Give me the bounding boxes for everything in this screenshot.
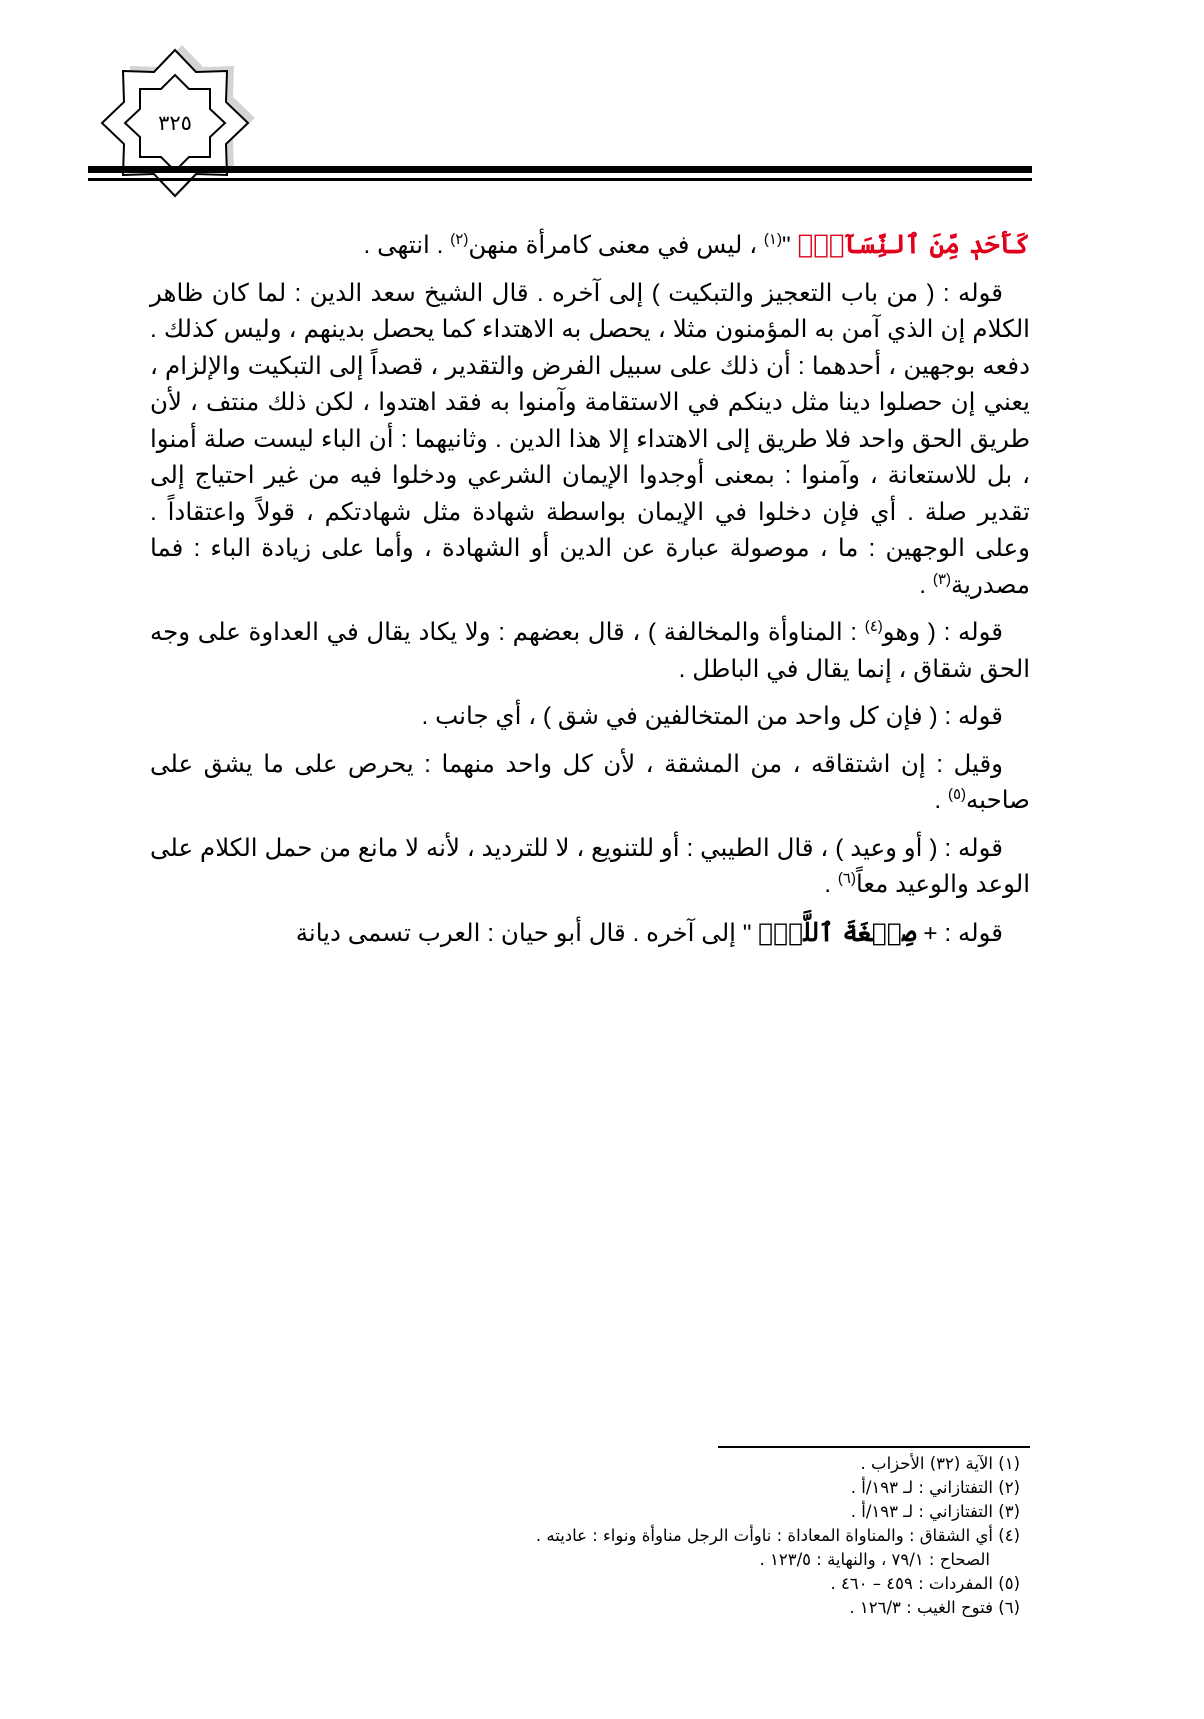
main-text (150, 227, 1030, 963)
footnote-4: (٤) أي الشقاق : والمناواة المعاداة : ناوأت الرجل مناوأة ونواء : عاديته . (535, 1526, 1020, 1545)
footnote-6: (٦) فتوح الغيب : ١٢٦/٣ . (849, 1598, 1020, 1617)
paragraph-6: قوله : ( أو وعيد ) ، قال الطيبي : أو للتنويع ، لا للترديد ، لأنه لا مانع من حمل الكلام على الوعد والوعيد معاً$^{(٦)}$ . (150, 834, 1030, 898)
page-number-badge (92, 40, 258, 206)
footnote-2: (٢) التفتازاني : لـ ١٩٣/أ . (850, 1478, 1020, 1497)
footnote-5: (٥) المفردات : ٤٥٩ – ٤٦٠ . (830, 1574, 1020, 1593)
paragraph-3: قوله : ( وهو$^{(٤)}$ : المناوأة والمخالفة ) ، قال بعضهم : ولا يكاد يقال في العداوة على وجه الحق شقاق ، إنما يقال في الباطل . (150, 617, 1030, 683)
header-rule-thin (88, 178, 1032, 181)
paragraph-2: قوله : ( من باب التعجيز والتبكيت ) إلى آخره . قال الشيخ سعد الدين : لما كان ظاهر الكلام إن الذي آمن به المؤمنون مثلا ، يحصل به الاهتداء كما يحصل بدينهم ، وليس كذلك . دفعه بوجهين ، أحدهما : أن ذلك على سبيل الفرض والتقدير ، قصداً إلى التبكيت والإلزام ، يعني إن حصلوا دينا مثل دينكم في الاستقامة وآمنوا به فقد اهتدوا ، لكن ذلك منتف ، لأن طريق الحق واحد فلا طريق إلى الاهتداء إلا هذا الدين . وثانيهما : أن الباء ليست صلة أمنوا ، بل للاستعانة ، وآمنوا : بمعنى أوجدوا الإيمان الشرعي ودخلوا فيه من غير احتياج إلى تقدير صلة . أي فإن دخلوا في الإيمان بواسطة شهادة مثل شهادتكم ، قولاً واعتقاداً . وعلى الوجهين : ما ، موصولة عبارة عن الدين أو الشهادة ، وأما على زيادة الباء : فما مصدرية$^{(٣)}$ . (150, 279, 1030, 599)
footnote-ref-1: (١) (763, 230, 782, 248)
quran-verse-sibghah: صِبۡغَةَ ٱللَّهِۖ (758, 917, 917, 947)
header-rule-thick (88, 166, 1032, 173)
footnote-ref-3: (٣) (932, 570, 951, 588)
footnote-4-continued: الصحاح : ٧٩/١ ، والنهاية : ١٢٣/٥ . (759, 1550, 990, 1569)
footnote-ref-4: (٤) (864, 617, 883, 635)
paragraph-5: وقيل : إن اشتقاقه ، من المشقة ، لأن كل واحد منهما : يحرص على ما يشق على صاحبه$^{(٥)}$ . (150, 750, 1030, 814)
footnote-3: (٣) التفتازاني : لـ ١٩٣/أ . (850, 1502, 1020, 1521)
footnotes (300, 1452, 1020, 1620)
quran-verse-ahzab: كَأَحَدٖ مِّنَ ٱلنِّسَآءِۚ (797, 230, 1030, 260)
footnote-ref-2: (٢) (450, 230, 469, 248)
paragraph-4: قوله : ( فإن كل واحد من المتخالفين في شق ) ، أي جانب . (421, 703, 1003, 730)
paragraph-1: كَأَحَدٖ مِّنَ ٱلنِّسَآءِۚ "$^{(١)}$ ، ليس في معنى كامرأة منهن$^{(٢)}$ . انتهى . (363, 230, 1030, 260)
footnote-separator (718, 1446, 1030, 1448)
paragraph-7: قوله : + صِبۡغَةَ ٱللَّهِۖ " إلى آخره . قال أبو حيان : العرب تسمى ديانة (295, 917, 1003, 947)
page-number: ٣٢٥ (158, 111, 192, 135)
footnote-1: (١) الآية (٣٢) الأحزاب . (860, 1454, 1020, 1473)
footnote-ref-5: (٥) (947, 785, 967, 803)
footnote-ref-6: (٦) (837, 869, 856, 887)
